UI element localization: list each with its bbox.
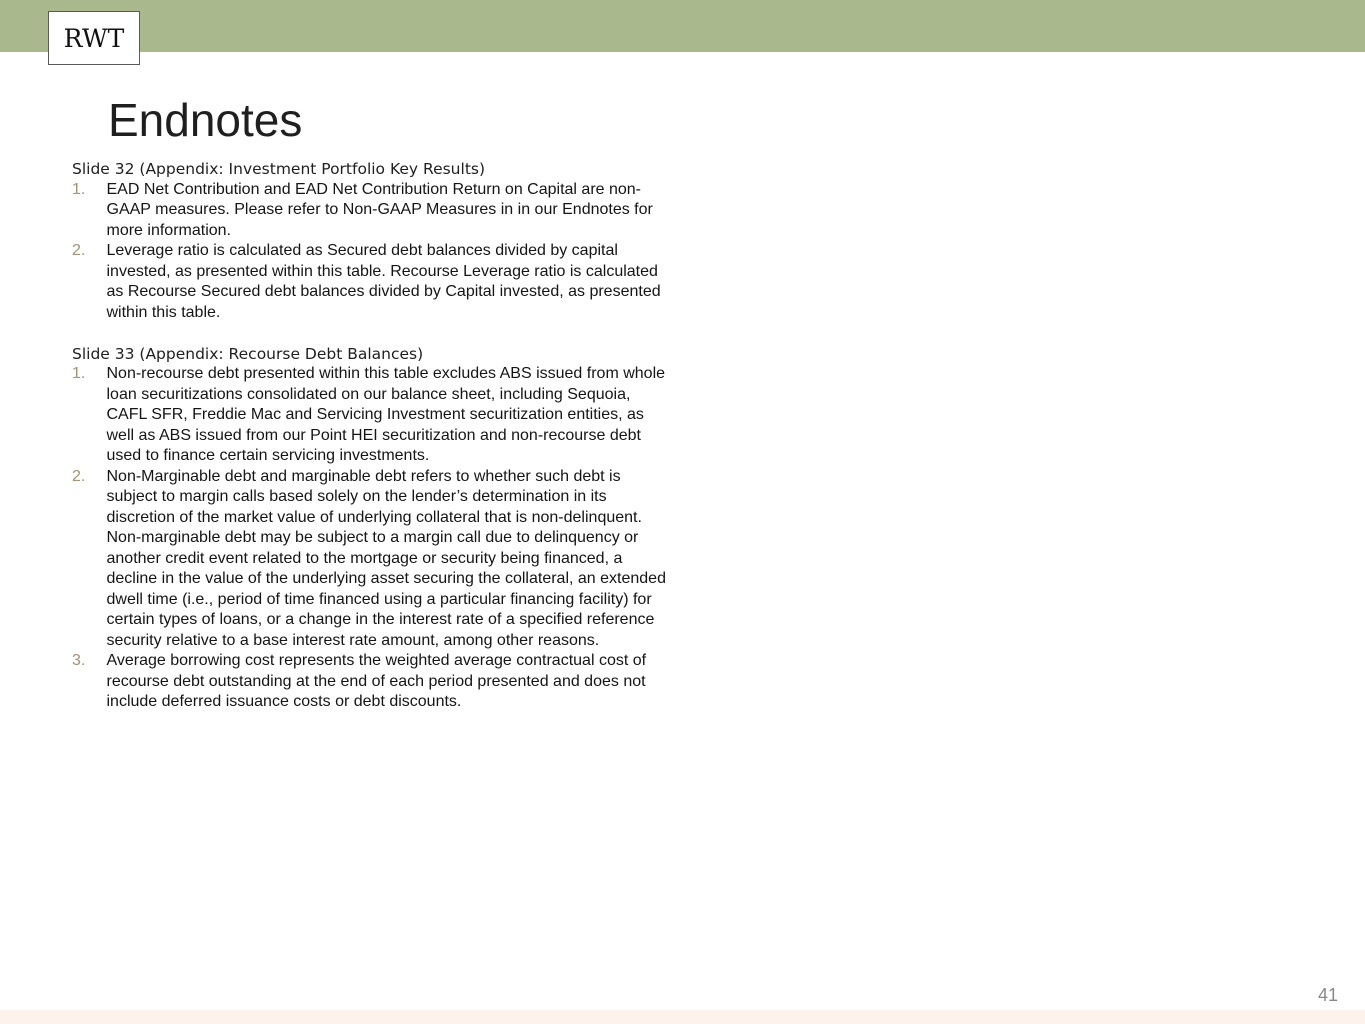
note-number: 2. bbox=[72, 467, 86, 485]
company-logo bbox=[48, 11, 140, 65]
list-item bbox=[72, 241, 672, 323]
note-number: 1. bbox=[72, 365, 86, 382]
endnotes-content bbox=[72, 159, 672, 733]
note-list bbox=[72, 180, 672, 324]
endnote-section bbox=[72, 159, 672, 323]
note-list bbox=[72, 364, 672, 713]
note-text: EAD Net Contribution and EAD Net Contribution Return on Capital are non-GAAP measures. Please refer to Non-GAAP Measures in in our Endnotes for more information. bbox=[106, 180, 653, 239]
header-band bbox=[0, 0, 1365, 52]
footer-band bbox=[0, 1010, 1365, 1024]
note-number: 2. bbox=[72, 242, 86, 259]
endnote-section bbox=[72, 344, 672, 713]
note-text: Average borrowing cost represents the weighted average contractual cost of recourse debt outstanding at the end of each period presented and does not include deferred issuance costs or debt discounts. bbox=[106, 652, 647, 710]
note-text: Non-Marginable debt and marginable debt refers to whether such debt is subject to margin calls based solely on the lender’s determination in its discretion of the market value of underlying collateral that is non-delinquent. Non-marginable debt may be subject to a margin call due to delinquency or another credit event related to the mortgage or security being financed, a decline in the value of the underlying asset securing the collateral, an extended dwell time (i.e., period of time financed using a particular financing facility) for certain types of loans, or a change in the interest rate of a specified reference security relative to a base interest rate amount, among other reasons. bbox=[106, 467, 666, 649]
note-text: Leverage ratio is calculated as Secured debt balances divided by capital invested, as presented within this table. Recourse Leverage ratio is calculated as Recourse Secured debt balances divided by Capital invested, as presented within this table. bbox=[106, 242, 661, 321]
logo-text: RWT bbox=[63, 23, 125, 53]
section-heading: Slide 32 (Appendix: Investment Portfolio Key Results) bbox=[72, 160, 486, 178]
list-item bbox=[72, 364, 672, 467]
list-item bbox=[72, 467, 672, 652]
section-heading: Slide 33 (Appendix: Recourse Debt Balances) bbox=[72, 344, 424, 363]
note-number: 3. bbox=[72, 652, 86, 669]
page-title: Endnotes bbox=[108, 94, 303, 146]
list-item bbox=[72, 180, 672, 242]
page-number: 41 bbox=[1317, 985, 1338, 1005]
note-text: Non-recourse debt presented within this table excludes ABS issued from whole loan securitizations consolidated on our balance sheet, including Sequoia, CAFL SFR, Freddie Mac and Servicing Investment securitization entities, as well as ABS issued from our Point HEI securitization and non-recourse debt used to finance certain servicing investments. bbox=[106, 365, 666, 464]
note-number: 1. bbox=[72, 180, 86, 198]
list-item bbox=[72, 651, 672, 713]
